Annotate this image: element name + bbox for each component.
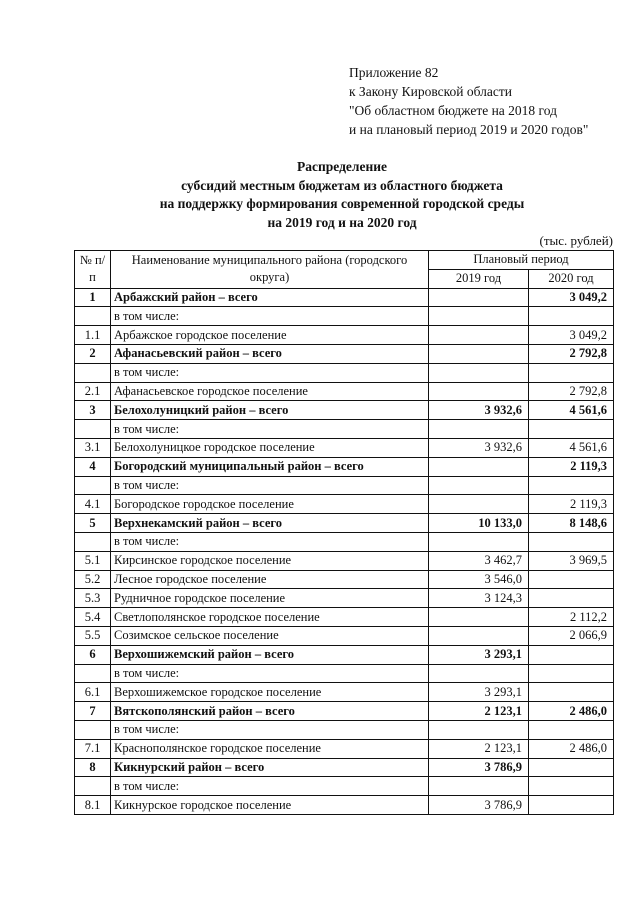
- row-value-2019: [429, 777, 529, 796]
- row-value-2019: 3 932,6: [429, 401, 529, 420]
- header-year-2019: 2019 год: [429, 269, 529, 288]
- row-name: в том числе:: [111, 363, 429, 382]
- row-name: Богородское городское поселение: [111, 495, 429, 514]
- row-name: в том числе:: [111, 476, 429, 495]
- row-value-2019: [429, 288, 529, 307]
- table-row: [75, 683, 614, 702]
- row-name: Богородский муниципальный район – всего: [111, 457, 429, 476]
- table-row: [75, 326, 614, 345]
- row-value-2020: 2 792,8: [529, 382, 614, 401]
- row-number: 4.1: [75, 495, 111, 514]
- row-value-2019: [429, 326, 529, 345]
- row-value-2020: [529, 645, 614, 664]
- row-name: Созимское сельское поселение: [111, 626, 429, 645]
- title-line: субсидий местным бюджетам из областного бюджета: [181, 177, 503, 193]
- row-name: Вятскополянский район – всего: [111, 702, 429, 721]
- row-value-2020: [529, 570, 614, 589]
- document-title: [0, 158, 640, 232]
- row-name: Арбажское городское поселение: [111, 326, 429, 345]
- title-line: на 2019 год и на 2020 год: [267, 214, 417, 230]
- row-value-2020: 2 119,3: [529, 495, 614, 514]
- table-row: [75, 532, 614, 551]
- row-value-2020: [529, 420, 614, 439]
- row-name: Кикнурское городское поселение: [111, 796, 429, 815]
- header-name: Наименование муниципального района (городского округа): [111, 251, 429, 289]
- row-value-2020: [529, 758, 614, 777]
- row-value-2019: 10 133,0: [429, 514, 529, 533]
- row-number: [75, 777, 111, 796]
- row-value-2020: 3 049,2: [529, 288, 614, 307]
- row-value-2020: 3 049,2: [529, 326, 614, 345]
- row-number: 1: [75, 288, 111, 307]
- row-value-2020: [529, 589, 614, 608]
- table-row: [75, 363, 614, 382]
- row-value-2019: [429, 720, 529, 739]
- row-value-2019: [429, 457, 529, 476]
- row-value-2019: 3 462,7: [429, 551, 529, 570]
- row-name: Белохолуницкое городское поселение: [111, 438, 429, 457]
- row-value-2019: 3 293,1: [429, 645, 529, 664]
- table-row: [75, 420, 614, 439]
- row-name: в том числе:: [111, 532, 429, 551]
- row-name: Светлополянское городское поселение: [111, 608, 429, 627]
- row-name: Верхошижемское городское поселение: [111, 683, 429, 702]
- subsidy-table: [74, 250, 614, 815]
- header-num: № п/п: [75, 251, 111, 289]
- header-period: Плановый период: [429, 251, 614, 270]
- table-row: [75, 570, 614, 589]
- row-value-2019: [429, 307, 529, 326]
- row-value-2020: [529, 683, 614, 702]
- row-number: [75, 363, 111, 382]
- table-row: [75, 457, 614, 476]
- row-value-2019: 2 123,1: [429, 702, 529, 721]
- row-number: [75, 420, 111, 439]
- row-number: 5.2: [75, 570, 111, 589]
- row-value-2020: [529, 796, 614, 815]
- table-row: [75, 382, 614, 401]
- row-name: Верхнекамский район – всего: [111, 514, 429, 533]
- row-number: 6: [75, 645, 111, 664]
- title-line: Распределение: [296, 159, 388, 174]
- row-number: 7: [75, 702, 111, 721]
- row-number: 1.1: [75, 326, 111, 345]
- appendix-block: [349, 63, 588, 139]
- row-value-2019: [429, 363, 529, 382]
- row-value-2020: [529, 476, 614, 495]
- appendix-line: "Об областном бюджете на 2018 год: [349, 103, 557, 118]
- table-row: [75, 739, 614, 758]
- row-value-2019: [429, 532, 529, 551]
- table-row: [75, 288, 614, 307]
- table-row: [75, 514, 614, 533]
- row-value-2020: [529, 532, 614, 551]
- row-name: Белохолуницкий район – всего: [111, 401, 429, 420]
- row-value-2019: 2 123,1: [429, 739, 529, 758]
- row-name: Краснополянское городское поселение: [111, 739, 429, 758]
- units-label: (тыс. рублей): [539, 233, 613, 248]
- row-value-2020: [529, 363, 614, 382]
- row-value-2020: [529, 720, 614, 739]
- row-value-2020: 2 112,2: [529, 608, 614, 627]
- table-row: [75, 664, 614, 683]
- row-name: Афанасьевское городское поселение: [111, 382, 429, 401]
- row-number: 8.1: [75, 796, 111, 815]
- row-number: [75, 307, 111, 326]
- row-value-2020: 8 148,6: [529, 514, 614, 533]
- row-value-2019: 3 293,1: [429, 683, 529, 702]
- table-row: [75, 720, 614, 739]
- row-name: в том числе:: [111, 420, 429, 439]
- appendix-line: Приложение 82: [349, 65, 439, 80]
- row-number: 5: [75, 514, 111, 533]
- row-name: Арбажский район – всего: [111, 288, 429, 307]
- table-row: [75, 476, 614, 495]
- row-number: 5.3: [75, 589, 111, 608]
- table-row: [75, 495, 614, 514]
- row-value-2019: [429, 626, 529, 645]
- row-number: 7.1: [75, 739, 111, 758]
- row-number: 4: [75, 457, 111, 476]
- row-number: 5.4: [75, 608, 111, 627]
- header-year-2020: 2020 год: [529, 269, 614, 288]
- appendix-line: и на плановый период 2019 и 2020 годов": [349, 122, 589, 137]
- row-value-2020: 4 561,6: [529, 438, 614, 457]
- title-line: на поддержку формирования современной городской среды: [159, 196, 525, 211]
- row-number: 5.1: [75, 551, 111, 570]
- row-value-2019: [429, 495, 529, 514]
- row-value-2020: 3 969,5: [529, 551, 614, 570]
- row-number: 2: [75, 344, 111, 363]
- row-name: Рудничное городское поселение: [111, 589, 429, 608]
- row-number: 6.1: [75, 683, 111, 702]
- row-name: Кирсинское городское поселение: [111, 551, 429, 570]
- row-name: в том числе:: [111, 307, 429, 326]
- row-value-2019: [429, 476, 529, 495]
- row-number: 5.5: [75, 626, 111, 645]
- row-number: [75, 476, 111, 495]
- row-value-2020: [529, 777, 614, 796]
- row-value-2020: [529, 307, 614, 326]
- table-row: [75, 796, 614, 815]
- row-name: в том числе:: [111, 777, 429, 796]
- table-row: [75, 551, 614, 570]
- row-value-2019: [429, 664, 529, 683]
- table-row: [75, 401, 614, 420]
- row-name: в том числе:: [111, 720, 429, 739]
- row-number: 2.1: [75, 382, 111, 401]
- row-value-2020: 2 486,0: [529, 739, 614, 758]
- row-name: в том числе:: [111, 664, 429, 683]
- appendix-line: к Закону Кировской области: [349, 84, 513, 99]
- row-name: Верхошижемский район – всего: [111, 645, 429, 664]
- table-row: [75, 777, 614, 796]
- row-value-2019: [429, 382, 529, 401]
- row-value-2019: 3 932,6: [429, 438, 529, 457]
- row-value-2020: 2 066,9: [529, 626, 614, 645]
- row-name: Лесное городское поселение: [111, 570, 429, 589]
- row-value-2019: [429, 608, 529, 627]
- table-body: [75, 288, 614, 814]
- row-number: [75, 720, 111, 739]
- row-number: 8: [75, 758, 111, 777]
- row-value-2019: 3 546,0: [429, 570, 529, 589]
- row-name: Афанасьевский район – всего: [111, 344, 429, 363]
- row-value-2019: 3 124,3: [429, 589, 529, 608]
- row-value-2019: 3 786,9: [429, 796, 529, 815]
- row-number: 3.1: [75, 438, 111, 457]
- table-row: [75, 307, 614, 326]
- table-row: [75, 608, 614, 627]
- row-value-2019: 3 786,9: [429, 758, 529, 777]
- row-value-2020: 2 486,0: [529, 702, 614, 721]
- row-number: [75, 532, 111, 551]
- row-value-2019: [429, 344, 529, 363]
- table-row: [75, 645, 614, 664]
- row-value-2020: 2 792,8: [529, 344, 614, 363]
- row-value-2019: [429, 420, 529, 439]
- row-name: Кикнурский район – всего: [111, 758, 429, 777]
- table-row: [75, 589, 614, 608]
- table-row: [75, 344, 614, 363]
- row-value-2020: [529, 664, 614, 683]
- table-row: [75, 626, 614, 645]
- table-row: [75, 438, 614, 457]
- row-value-2020: 4 561,6: [529, 401, 614, 420]
- row-number: 3: [75, 401, 111, 420]
- row-number: [75, 664, 111, 683]
- table-row: [75, 758, 614, 777]
- row-value-2020: 2 119,3: [529, 457, 614, 476]
- table-row: [75, 702, 614, 721]
